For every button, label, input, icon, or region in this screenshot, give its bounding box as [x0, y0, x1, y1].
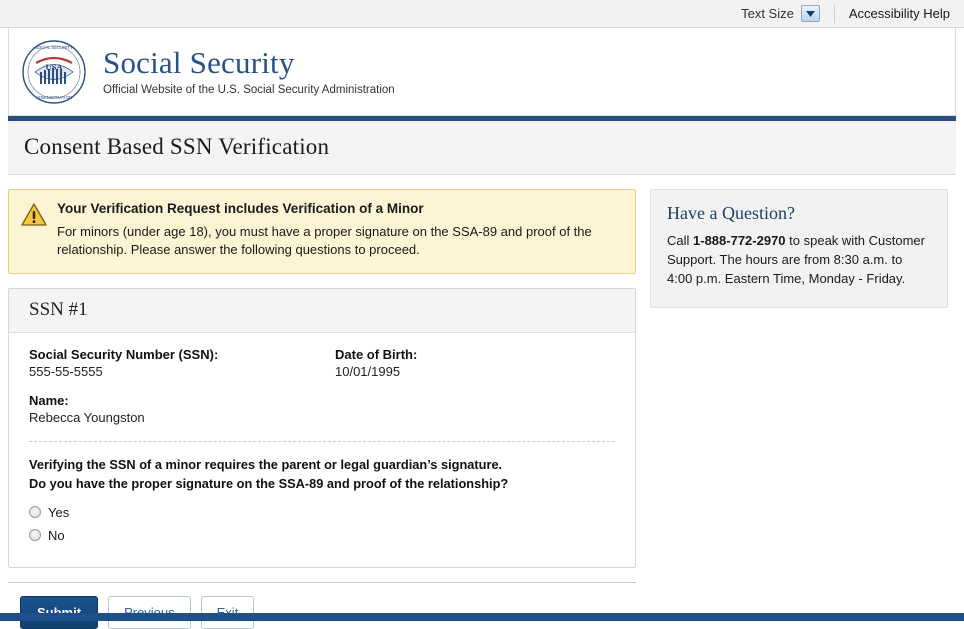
text-size-label: Text Size [741, 6, 794, 21]
minor-signature-question [29, 456, 615, 494]
radio-option-yes[interactable] [29, 505, 615, 520]
radio-option-no[interactable] [29, 528, 615, 543]
radio-label-yes: Yes [48, 505, 69, 520]
footer-strip [0, 613, 964, 621]
warning-triangle-icon [21, 202, 47, 228]
ssn-field-label: Social Security Number (SSN): [29, 347, 335, 362]
field-row-2 [29, 393, 615, 425]
content-area [0, 175, 964, 629]
radio-icon-no[interactable] [29, 529, 41, 541]
exit-button[interactable]: Exit [201, 596, 255, 629]
alert-text: For minors (under age 18), you must have a proper signature on the SSA-89 and proof of the relationship. Please answer the following questions to proceed. [57, 223, 623, 260]
alert-title: Your Verification Request includes Verification of a Minor [57, 201, 623, 216]
previous-button[interactable]: Previous [108, 596, 191, 629]
ssn-field-value: 555-55-5555 [29, 364, 335, 379]
name-field-value: Rebecca Youngston [29, 410, 335, 425]
page-title-bar [8, 121, 956, 175]
question-line-2: Do you have the proper signature on the SSA-89 and proof of the relationship? [29, 475, 615, 494]
utility-bar [0, 0, 964, 28]
button-bar [8, 583, 636, 629]
alert-body [57, 201, 623, 260]
submit-button[interactable]: Submit [20, 596, 98, 629]
social-security-administration-seal-icon [21, 39, 87, 105]
radio-icon-yes[interactable] [29, 506, 41, 518]
sidebar-text-before: Call [667, 233, 693, 248]
name-field [29, 393, 335, 425]
masthead-container [0, 28, 964, 116]
field-row-1 [29, 347, 615, 379]
brand-title: Social Security [103, 47, 395, 80]
masthead [8, 28, 956, 116]
sidebar-column [650, 189, 948, 308]
support-phone-number: 1-888-772-2970 [693, 233, 786, 248]
utility-divider [834, 5, 835, 23]
minor-verification-alert [8, 189, 636, 274]
dob-field-label: Date of Birth: [335, 347, 417, 362]
question-line-1: Verifying the SSN of a minor requires the parent or legal guardian’s signature. [29, 456, 615, 475]
brand-subtitle: Official Website of the U.S. Social Security Administration [103, 84, 395, 96]
sidebar-text [667, 232, 931, 289]
dob-field [335, 347, 417, 379]
ssn-panel-header [9, 289, 635, 333]
ssn-panel [8, 288, 636, 568]
page-title: Consent Based SSN Verification [24, 134, 948, 160]
dob-field-value: 10/01/1995 [335, 364, 417, 379]
ssn-panel-title: SSN #1 [29, 299, 88, 320]
panel-divider [29, 441, 615, 442]
svg-text:USA: USA [45, 62, 63, 72]
ssn-field [29, 347, 335, 379]
main-column [8, 189, 636, 629]
svg-text:ADMINISTRATION: ADMINISTRATION [36, 95, 72, 100]
brand-text [103, 47, 395, 97]
sidebar-text-after: to speak with Customer Support. The hours are from 8:30 a.m. to 4:00 p.m. Eastern Time, Monday - Friday. [667, 233, 925, 286]
have-a-question-box [650, 189, 948, 308]
svg-text:SOCIAL SECURITY: SOCIAL SECURITY [35, 45, 73, 50]
accessibility-help-link[interactable]: Accessibility Help [849, 6, 950, 21]
name-field-label: Name: [29, 393, 335, 408]
sidebar-title: Have a Question? [667, 203, 931, 224]
radio-label-no: No [48, 528, 65, 543]
chevron-down-icon[interactable] [801, 5, 820, 22]
ssn-panel-body [9, 333, 635, 567]
